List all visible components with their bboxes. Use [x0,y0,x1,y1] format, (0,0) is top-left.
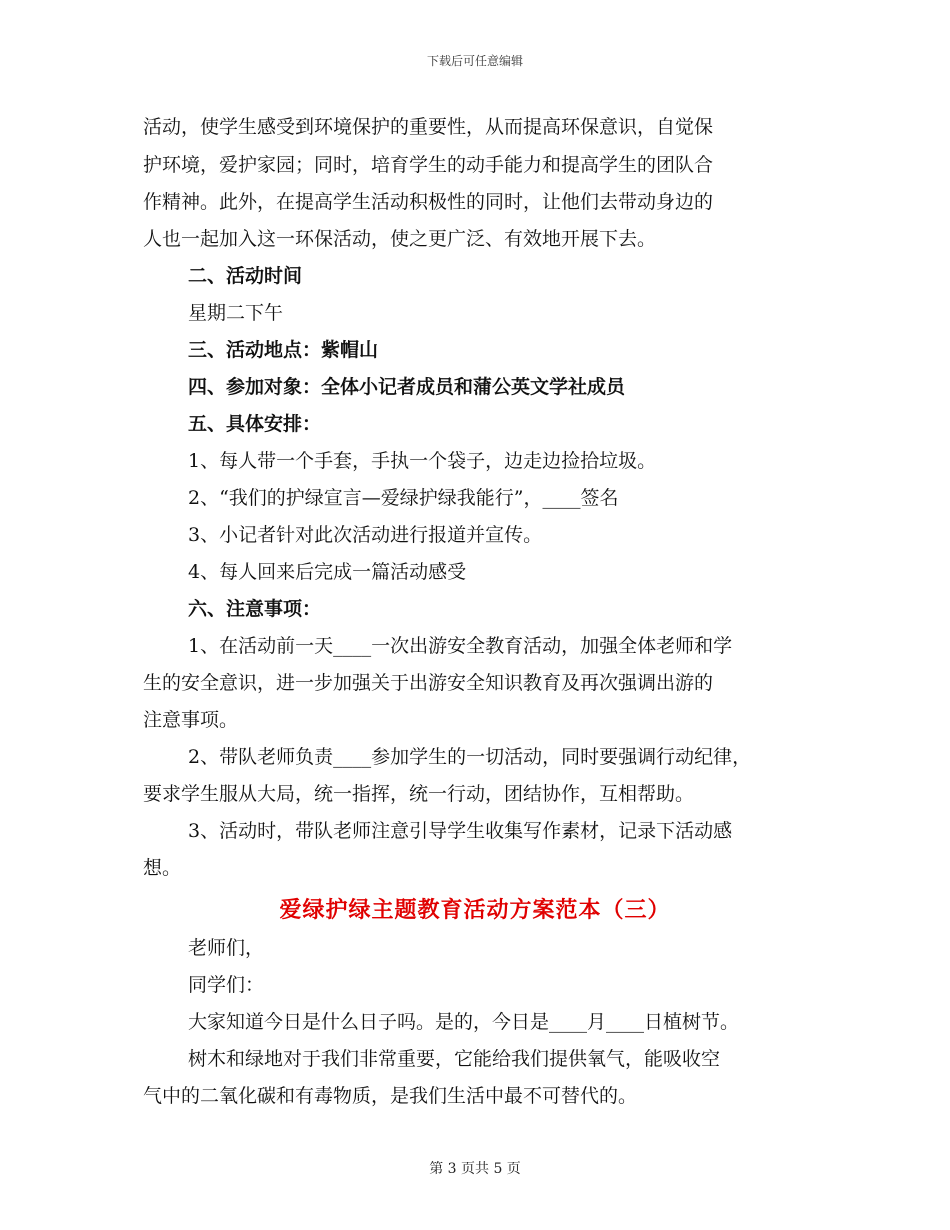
paragraph-line: 护环境，爱护家园；同时，培育学生的动手能力和提高学生的团队合 [143,154,714,176]
notes-item-line: 1、在活动前一天____一次出游安全教育活动，加强全体老师和学 [188,635,733,657]
notes-item-line: 生的安全意识，进一步加强关于出游安全知识教育及再次强调出游的 [143,672,714,694]
arrangement-item: 1、每人带一个手套，手执一个袋子，边走边捡拾垃圾。 [188,450,657,472]
paragraph-line: 人也一起加入这一环保活动，使之更广泛、有效地开展下去。 [143,228,657,250]
speech-line: 气中的二氧化碳和有毒物质，是我们生活中最不可替代的。 [143,1085,638,1107]
notes-item-line: 想。 [143,857,182,879]
paragraph-line: 活动，使学生感受到环境保护的重要性，从而提高环保意识，自觉保 [143,116,714,138]
section-title: 爱绿护绿主题教育活动方案范本（三） [279,897,671,923]
speech-greeting: 老师们， [188,937,265,959]
arrangement-item: 2、“我们的护绿宣言—爱绿护绿我能行”，____签名 [188,487,619,509]
section-heading-arrangement: 五、具体安排： [188,413,322,435]
section-heading-time: 二、活动时间 [188,265,303,287]
paragraph-line: 作精神。此外，在提高学生活动积极性的同时，让他们去带动身边的 [143,191,714,213]
section-heading-participants: 四、参加对象：全体小记者成员和蒲公英文学社成员 [188,376,626,398]
notes-item-line: 3、活动时，带队老师注意引导学生收集写作素材，记录下活动感 [188,820,733,842]
speech-greeting: 同学们： [188,974,265,996]
speech-line: 树木和绿地对于我们非常重要，它能给我们提供氧气，能吸收空 [188,1048,721,1070]
section-heading-notes: 六、注意事项： [188,598,322,620]
speech-line: 大家知道今日是什么日子吗。是的，今日是____月____日植树节。 [188,1011,740,1033]
notes-item-line: 2、带队老师负责____参加学生的一切活动，同时要强调行动纪律， [188,746,752,768]
arrangement-item: 3、小记者针对此次活动进行报道并宣传。 [188,524,543,546]
page-footer: 第 3 页共 5 页 [429,1161,521,1177]
arrangement-item: 4、每人回来后完成一篇活动感受 [188,561,467,583]
page-header: 下载后可任意编辑 [426,54,523,68]
notes-item-line: 要求学生服从大局，统一指挥，统一行动，团结协作，互相帮助。 [143,783,695,805]
section-heading-location: 三、活动地点：紫帽山 [188,339,379,361]
notes-item-line: 注意事项。 [143,709,239,731]
activity-time: 星期二下午 [188,302,284,324]
